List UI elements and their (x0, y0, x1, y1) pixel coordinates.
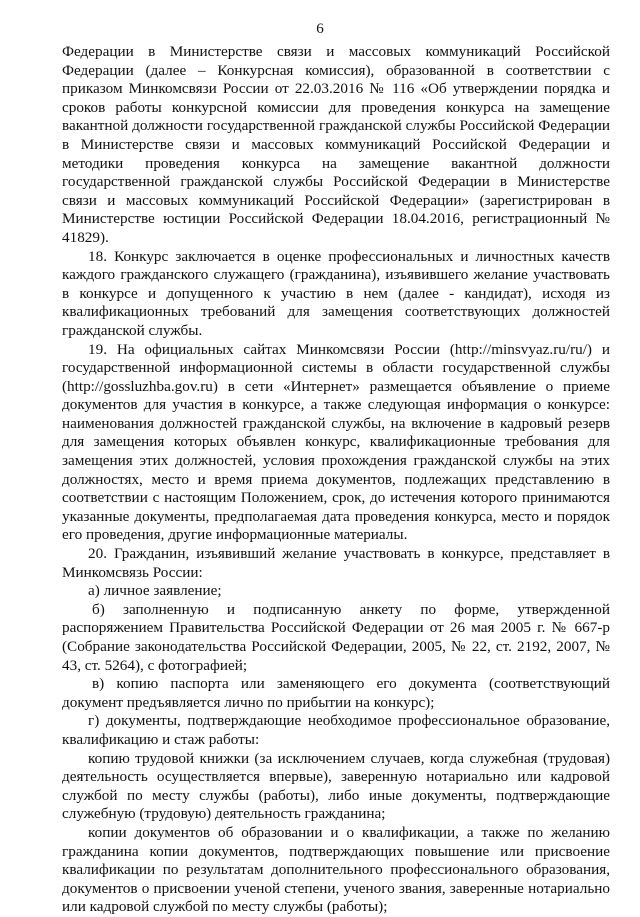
list-item-b: б) заполненную и подписанную анкету по форме, утвержденной распоряжением Правительства Российской Федерации от 26 мая 2005 г. № 667-р (Собрание законодательства Российской Федерации, 2005, № 22, ст. 2192, 2007, № 43, ст. 5264), с фотографией; (62, 600, 610, 674)
paragraph-19: 19. На официальных сайтах Минкомсвязи России (http://minsvyaz.ru/ru/) и государственной информационной системы в области государственной службы (http://gossluzhba.gov.ru) в сети «Интернет» размещается объявление о приеме документов для участия в конкурсе, а также следующая информация о конкурсе: наименования должностей гражданской службы, на включение в кадровый резерв для замещения которых объявлен конкурс, квалификационные требования для замещения этих должностей, условия прохождения гражданской службы на этих должностях, место и время приема документов, подлежащих представлению в соответствии с настоящим Положением, срок, до истечения которого принимаются указанные документы, предполагаемая дата проведения конкурса, место и порядок его проведения, другие информационные материалы. (62, 340, 610, 544)
document-body (62, 43, 610, 917)
list-item-v: в) копию паспорта или заменяющего его документа (соответствующий документ предъявляется лично по прибытии на конкурс); (62, 675, 610, 711)
sub-item-education-docs: копии документов об образовании и о квалификации, а также по желанию гражданина копии документов, подтверждающих повышение или присвоение квалификации по результатам дополнительного профессионального образования, документов о присвоении ученой степени, ученого звания, заверенные нотариально или кадровой службой по месту службы (работы); (62, 823, 610, 916)
list-item-g: г) документы, подтверждающие необходимое профессиональное образование, квалификацию и стаж работы: (62, 712, 610, 748)
page-number: 6 (316, 21, 324, 37)
paragraph-20: 20. Гражданин, изъявивший желание участвовать в конкурсе, представляет в Минкомсвязь России: (62, 545, 610, 581)
sub-item-work-book: копию трудовой книжки (за исключением случаев, когда служебная (трудовая) деятельность осуществляется впервые), заверенную нотариально или кадровой службой по месту службы (работы), либо иные документы, подтверждающие служебную (трудовую) деятельность гражданина; (62, 749, 610, 823)
paragraph-18: 18. Конкурс заключается в оценке профессиональных и личностных качеств каждого гражданского служащего (гражданина), изъявившего желание участвовать в конкурсе и допущенного к участию в нем (далее - кандидат), исходя из квалификационных требований для замещения соответствующих должностей гражданской службы. (62, 247, 610, 339)
list-item-a: а) личное заявление; (88, 582, 222, 600)
paragraph-continuation: Федерации в Министерстве связи и массовых коммуникаций Российской Федерации (далее – Конкурсная комиссия), образованной в соответствии с приказом Минкомсвязи России от 22.03.2016 № 116 «Об утверждении порядка и сроков работы конкурсной комиссии для проведения конкурса на замещение вакантной должности государственной гражданской службы Российской Федерации в Министерстве связи и массовых коммуникаций Российской Федерации и методики проведения конкурса на замещение вакантной должности государственной гражданской службы Российской Федерации в Министерстве связи и массовых коммуникаций Российской Федерации» (зарегистрирован в Министерстве юстиции Российской Федерации 18.04.2016, регистрационный № 41829). (62, 43, 610, 246)
